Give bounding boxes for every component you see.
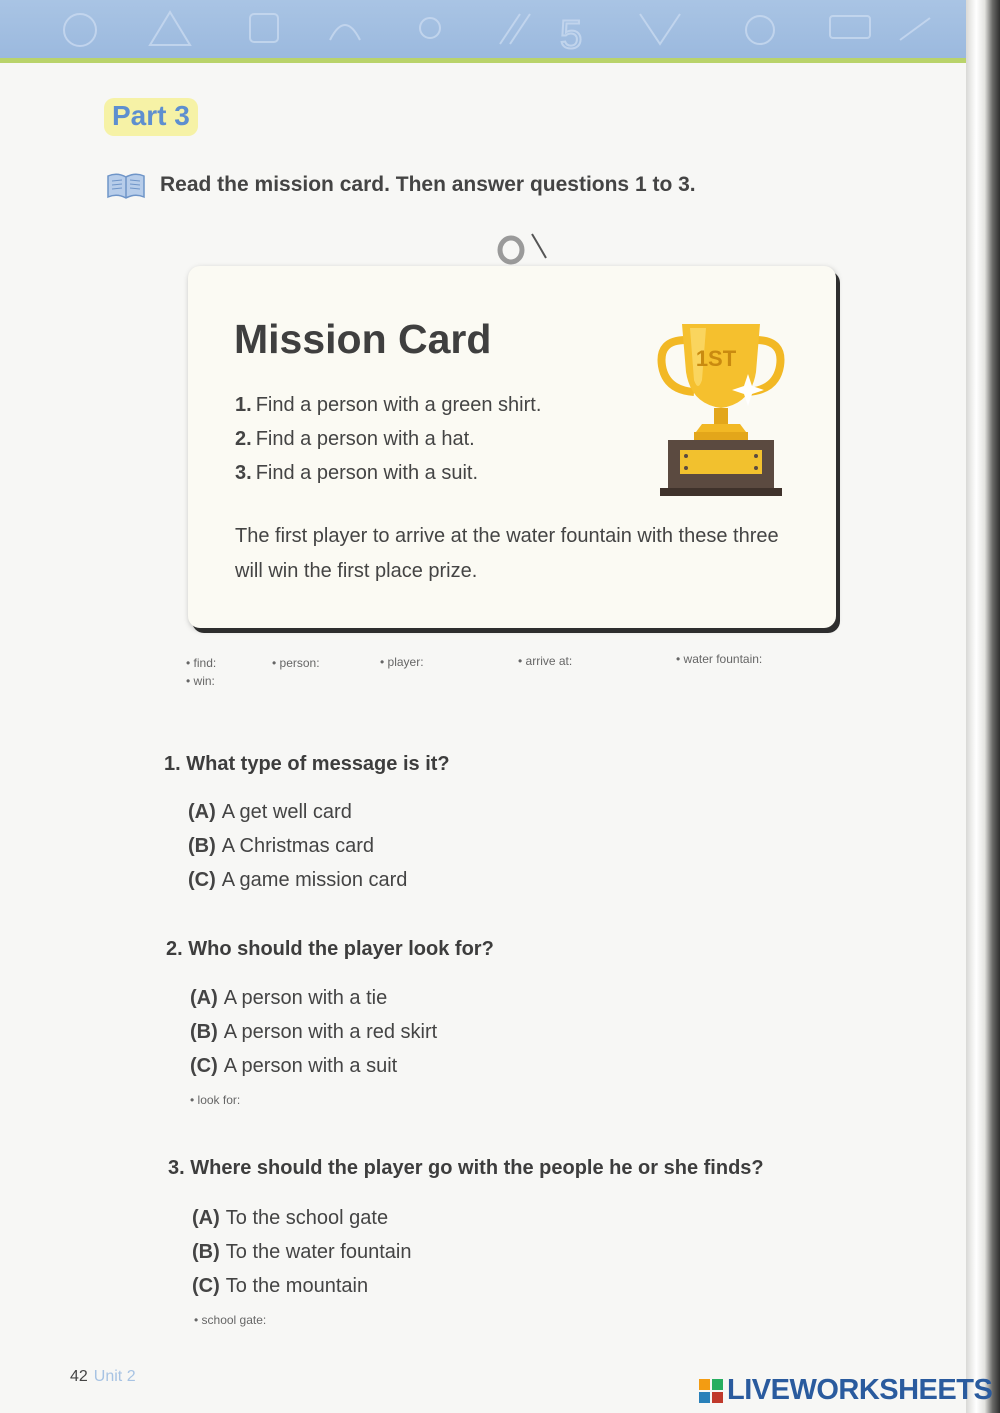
list-item: [235, 388, 541, 422]
option-b[interactable]: [188, 829, 407, 863]
school-doodles-pattern: [0, 0, 1000, 58]
option-text: A person with a red skirt: [223, 1021, 438, 1043]
question-3: 3. Where should the player go with the people he or she finds?: [168, 1157, 764, 1179]
book-icon: [106, 170, 146, 200]
option-letter: (A): [190, 987, 218, 1009]
item-number: 2.: [235, 428, 252, 450]
part-title: Part 3: [104, 98, 198, 136]
instruction-line: [106, 170, 696, 200]
trophy-icon: [656, 300, 786, 500]
instruction-text: Read the mission card. Then answer questions 1 to 3.: [160, 173, 696, 196]
glossary-arrive-at: • arrive at:: [518, 654, 573, 668]
brand-text: LIVEWORKSHEETS: [727, 1374, 993, 1406]
card-note: The first player to arrive at the water fountain with these three will win the first place prize.: [235, 525, 779, 582]
option-text: To the water fountain: [225, 1241, 412, 1263]
question-1-options: [188, 795, 407, 897]
page-binding-edge: [966, 0, 1000, 1413]
glossary-look-for: • look for:: [190, 1093, 241, 1107]
option-letter: (C): [192, 1275, 220, 1297]
option-a[interactable]: [192, 1201, 411, 1235]
option-c[interactable]: [190, 1049, 437, 1083]
glossary-water-fountain: • water fountain:: [676, 652, 763, 666]
option-text: A game mission card: [221, 869, 408, 891]
option-text: A person with a tie: [223, 987, 388, 1009]
item-text: Find a person with a suit.: [255, 462, 479, 484]
option-a[interactable]: [188, 795, 407, 829]
option-text: A get well card: [221, 801, 352, 823]
item-text: Find a person with a hat.: [255, 428, 475, 450]
glossary-person: • person:: [272, 656, 320, 670]
brand-watermark[interactable]: [698, 1374, 992, 1407]
glossary-school-gate: • school gate:: [194, 1313, 267, 1327]
unit-label: Unit 2: [93, 1368, 136, 1385]
option-c[interactable]: [192, 1269, 411, 1303]
option-letter: (A): [188, 801, 216, 823]
top-decorative-band: [0, 0, 1000, 63]
mission-list: [235, 388, 541, 490]
glossary-player: • player:: [380, 655, 424, 669]
page-number: 42: [70, 1368, 88, 1385]
option-letter: (C): [188, 869, 216, 891]
svg-text:5: 5: [560, 13, 583, 57]
option-c[interactable]: [188, 863, 407, 897]
option-text: To the school gate: [225, 1207, 389, 1229]
card-ring-icon: [494, 230, 554, 270]
page-footer: [70, 1368, 136, 1386]
option-letter: (B): [190, 1021, 218, 1043]
option-text: A person with a suit: [223, 1055, 398, 1077]
option-b[interactable]: [192, 1235, 411, 1269]
item-number: 3.: [235, 462, 252, 484]
option-a[interactable]: [190, 981, 437, 1015]
question-2: 2. Who should the player look for?: [166, 938, 494, 960]
list-item: [235, 422, 541, 456]
option-letter: (B): [192, 1241, 220, 1263]
brand-logo-icon: [698, 1378, 724, 1404]
trophy-label: 1ST: [695, 346, 737, 371]
option-text: A Christmas card: [221, 835, 375, 857]
item-number: 1.: [235, 394, 252, 416]
option-letter: (A): [192, 1207, 220, 1229]
glossary-find: • find:: [186, 656, 217, 670]
question-2-options: [190, 981, 437, 1083]
option-b[interactable]: [190, 1015, 437, 1049]
option-letter: (C): [190, 1055, 218, 1077]
question-3-options: [192, 1201, 411, 1303]
list-item: [235, 456, 541, 490]
glossary-win: • win:: [186, 674, 215, 688]
mission-card: [188, 266, 836, 628]
option-letter: (B): [188, 835, 216, 857]
card-title: Mission Card: [234, 316, 492, 362]
question-1: 1. What type of message is it?: [164, 753, 450, 775]
option-text: To the mountain: [225, 1275, 369, 1297]
item-text: Find a person with a green shirt.: [255, 394, 542, 416]
